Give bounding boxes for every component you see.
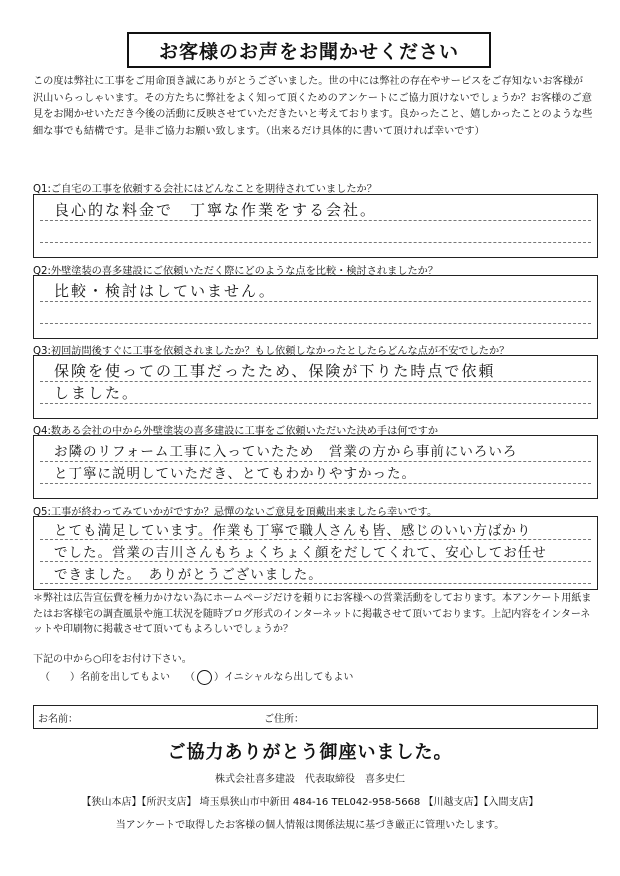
question-4: Q4:数ある会社の中から外壁塗装の喜多建設に工事をご依頼いただいた決め手は何ですか [33, 426, 439, 437]
answer-text: できました。 ありがとうございました。 [54, 567, 323, 583]
page-title: お客様のお声をお聞かせください [127, 32, 491, 68]
answer-line [40, 301, 591, 302]
question-3: Q3:初回訪問後すぐに工事を依頼されましたか？もし依頼しなかったとしたらどんな点が不安でしたか？ [33, 346, 510, 357]
name-address-box [33, 705, 598, 729]
answer-box-2 [33, 275, 598, 339]
answer-text: とても満足しています。作業も丁寧で職人さんも皆、感じのいい方ばかり [54, 523, 532, 539]
choice-label: 名前を出してもよい [80, 672, 170, 683]
choice-mark: （ [185, 672, 195, 683]
answer-text: 比較・検討はしていません。 [54, 282, 276, 300]
answer-box-5 [33, 516, 598, 590]
address-label: ご住所： [264, 714, 304, 725]
answer-line [40, 583, 591, 584]
answer-line [40, 242, 591, 243]
choice-label: ）イニシャルなら出してもよい [214, 672, 354, 683]
answer-text: 保険を使っての工事だったため、保険が下りた時点で依頼 [54, 362, 496, 380]
consent-note: ＊弊社は広告宣伝費を極力かけない為にホームページだけを頼りにお客様への営業活動をしております。本アンケート用紙またはお客様宅の調査風景や施工状況を随時ブログ形式のインターネットに掲載させて頂いております。上記内容をインターネットや印刷物に掲載させて頂いてもよろしいでしょうか？ [33, 593, 592, 635]
answer-text: しました。 [54, 384, 140, 402]
privacy-notice: 当アンケートで取得したお客様の個人情報は関係法規に基づき厳正に管理いたします。 [115, 820, 505, 831]
selected-circle-icon [197, 670, 212, 685]
question-2: Q2:外壁塗装の喜多建設にご依頼いただく際にどのような点を比較・検討されましたか？ [33, 266, 439, 277]
question-1: Q1:ご自宅の工事を依頼する会社にはどんなことを期待されていましたか？ [33, 184, 377, 195]
answer-box-1 [33, 194, 598, 258]
answer-line [40, 403, 591, 404]
answer-line [40, 539, 591, 540]
choice-mark: （ ） [40, 672, 80, 683]
answer-line [40, 323, 591, 324]
answer-text: 良心的な料金で 丁寧な作業をする会社。 [54, 201, 378, 219]
choice-instruction: 下記の中から○印をお付け下さい。 [33, 654, 192, 665]
name-label: お名前： [38, 714, 78, 725]
answer-line [40, 220, 591, 221]
thanks-message: ご協力ありがとう御座いました。 [167, 742, 453, 763]
answer-text: でした。営業の吉川さんもちょくちょく顔をだしてくれて、安心してお任せ [54, 545, 547, 561]
answer-box-4 [33, 435, 598, 499]
answer-line [40, 561, 591, 562]
choice-full-name[interactable] [40, 668, 170, 683]
answer-text: お隣のリフォーム工事に入っていたため 営業の方から事前にいろいろ [54, 444, 518, 460]
answer-box-3 [33, 355, 598, 419]
question-5: Q5:工事が終わってみていかがですか？忌憚のないご意見を頂戴出来ましたら幸いです。 [33, 507, 438, 518]
company-address: 【狭山本店】【所沢支店】 埼玉県狭山市中新田 484-16 TEL042-958-5668 【川越支店】【入間支店】 [81, 797, 539, 808]
answer-text: と丁寧に説明していただき、とてもわかりやすかった。 [54, 466, 416, 482]
answer-line [40, 483, 591, 484]
choice-initials[interactable] [185, 668, 353, 685]
company-signature: 株式会社喜多建設 代表取締役 喜多史仁 [215, 774, 405, 785]
intro-text: この度は弊社に工事をご用命頂き誠にありがとうございました。世の中には弊社の存在やサービスをご存知ないお客様が沢山いらっしゃいます。その方たちに弊社をよく知って頂くためのアンケートにご協力頂けないでしょうか？お客様のご意見をお聞かせいただき今後の活動に反映させていただきたいと考えております。良かったこと、嬉しかったことのような些細な事でも結構です。是非ご協力お願い致します。（出来るだけ具体的に書いて頂ければ幸いです） [33, 76, 593, 137]
